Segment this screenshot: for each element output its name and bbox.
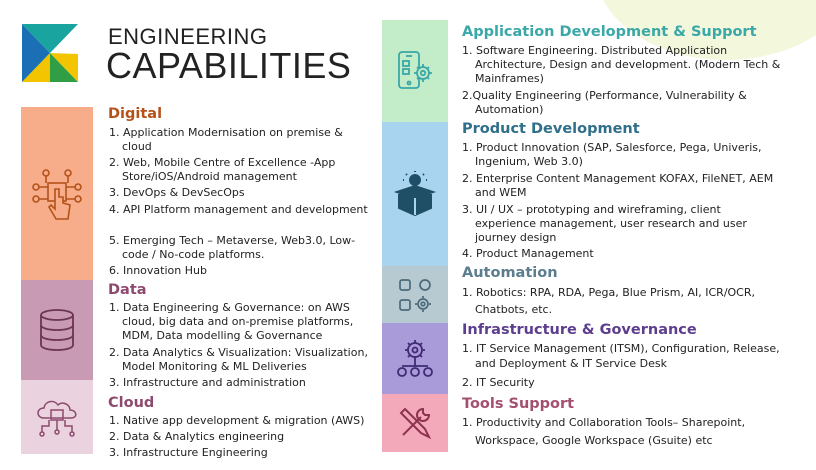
list-item: Store/iOS/Android management <box>122 170 297 183</box>
digital-heading: Digital <box>108 106 163 122</box>
cloud-heading: Cloud <box>108 395 155 411</box>
list-item: 1. Productivity and Collaboration Tools– Sharepoint, <box>462 416 746 429</box>
list-item: journey design <box>475 231 557 244</box>
page-title-line2: CAPABILITIES <box>106 45 352 86</box>
list-item: Mainframes) <box>475 72 544 85</box>
cloud-chip-icon <box>32 396 82 438</box>
cloud-band <box>21 380 93 454</box>
list-item: 3. Infrastructure Engineering <box>109 446 268 459</box>
list-item: 1. Application Modernisation on premise & <box>109 126 343 139</box>
list-item: 2. Web, Mobile Centre of Excellence -App <box>109 156 336 169</box>
company-logo <box>22 24 78 82</box>
list-item: Workspace, Google Workspace (Gsuite) etc <box>475 434 713 447</box>
list-item: Chatbots, etc. <box>475 303 553 316</box>
list-item: 1. Robotics: RPA, RDA, Pega, Blue Prism, AI, ICR/OCR, <box>462 286 755 299</box>
list-item: 3. Infrastructure and administration <box>109 376 306 389</box>
list-item: 1. Software Engineering. Distributed Application <box>462 44 728 57</box>
product-heading: Product Development <box>462 121 640 137</box>
list-item: 4. API Platform management and development <box>109 203 368 216</box>
list-item: Automation) <box>475 103 544 116</box>
automation-gears-icon <box>397 277 433 313</box>
data-band <box>21 280 93 380</box>
tools-heading: Tools Support <box>462 396 575 412</box>
infra-band <box>382 323 448 394</box>
list-item: 2. IT Security <box>462 376 535 389</box>
list-item: and WEM <box>475 186 527 199</box>
list-item: 1. Data Engineering & Governance: on AWS <box>109 301 350 314</box>
governance-gears-icon <box>393 338 437 380</box>
list-item: 6. Innovation Hub <box>109 264 207 277</box>
list-item: Model Monitoring & ML Deliveries <box>122 360 307 373</box>
product-box-icon <box>393 170 437 218</box>
list-item: 1. Native app development & migration (AWS) <box>109 414 365 427</box>
app-dev-band <box>382 20 448 122</box>
list-item: 2. Enterprise Content Management KOFAX, FileNET, AEM <box>462 172 774 185</box>
list-item: 1. IT Service Management (ITSM), Configuration, Release, <box>462 342 780 355</box>
list-item: code / No-code platforms. <box>122 248 265 261</box>
digital-band <box>21 107 93 280</box>
hand-touch-circuit-icon <box>28 165 86 223</box>
mobile-settings-icon <box>393 49 437 93</box>
list-item: 5. Emerging Tech – Metaverse, Web3.0, Low- <box>109 234 356 247</box>
list-item: Ingenium, Web 3.0) <box>475 155 583 168</box>
list-item: 2. Data Analytics & Visualization: Visualization, <box>109 346 368 359</box>
list-item: experience management, user research and user <box>475 217 747 230</box>
infra-heading: Infrastructure & Governance <box>462 322 697 338</box>
data-heading: Data <box>108 282 147 298</box>
tools-band <box>382 394 448 452</box>
list-item: 3. UI / UX – prototyping and wireframing, client <box>462 203 721 216</box>
list-item: and Deployment & IT Service Desk <box>475 357 667 370</box>
app-dev-heading: Application Development & Support <box>462 24 757 40</box>
wrench-screwdriver-icon <box>395 403 435 443</box>
automation-heading: Automation <box>462 265 558 281</box>
list-item: 3. DevOps & DevSecOps <box>109 186 245 199</box>
list-item: 2. Data & Analytics engineering <box>109 430 285 443</box>
list-item: cloud, big data and on-premise platforms, <box>122 315 354 328</box>
page-title-line1: ENGINEERING <box>108 24 268 49</box>
database-icon <box>37 307 77 353</box>
automation-band <box>382 266 448 323</box>
list-item: 1. Product Innovation (SAP, Salesforce, Pega, Univeris, <box>462 141 762 154</box>
product-band <box>382 122 448 266</box>
list-item: 4. Product Management <box>462 247 594 260</box>
list-item: cloud <box>122 140 152 153</box>
list-item: 2.Quality Engineering (Performance, Vulnerability & <box>462 89 747 102</box>
list-item: Architecture, Design and development. (Modern Tech & <box>475 58 781 71</box>
list-item: MDM, Data modelling & Governance <box>122 329 323 342</box>
